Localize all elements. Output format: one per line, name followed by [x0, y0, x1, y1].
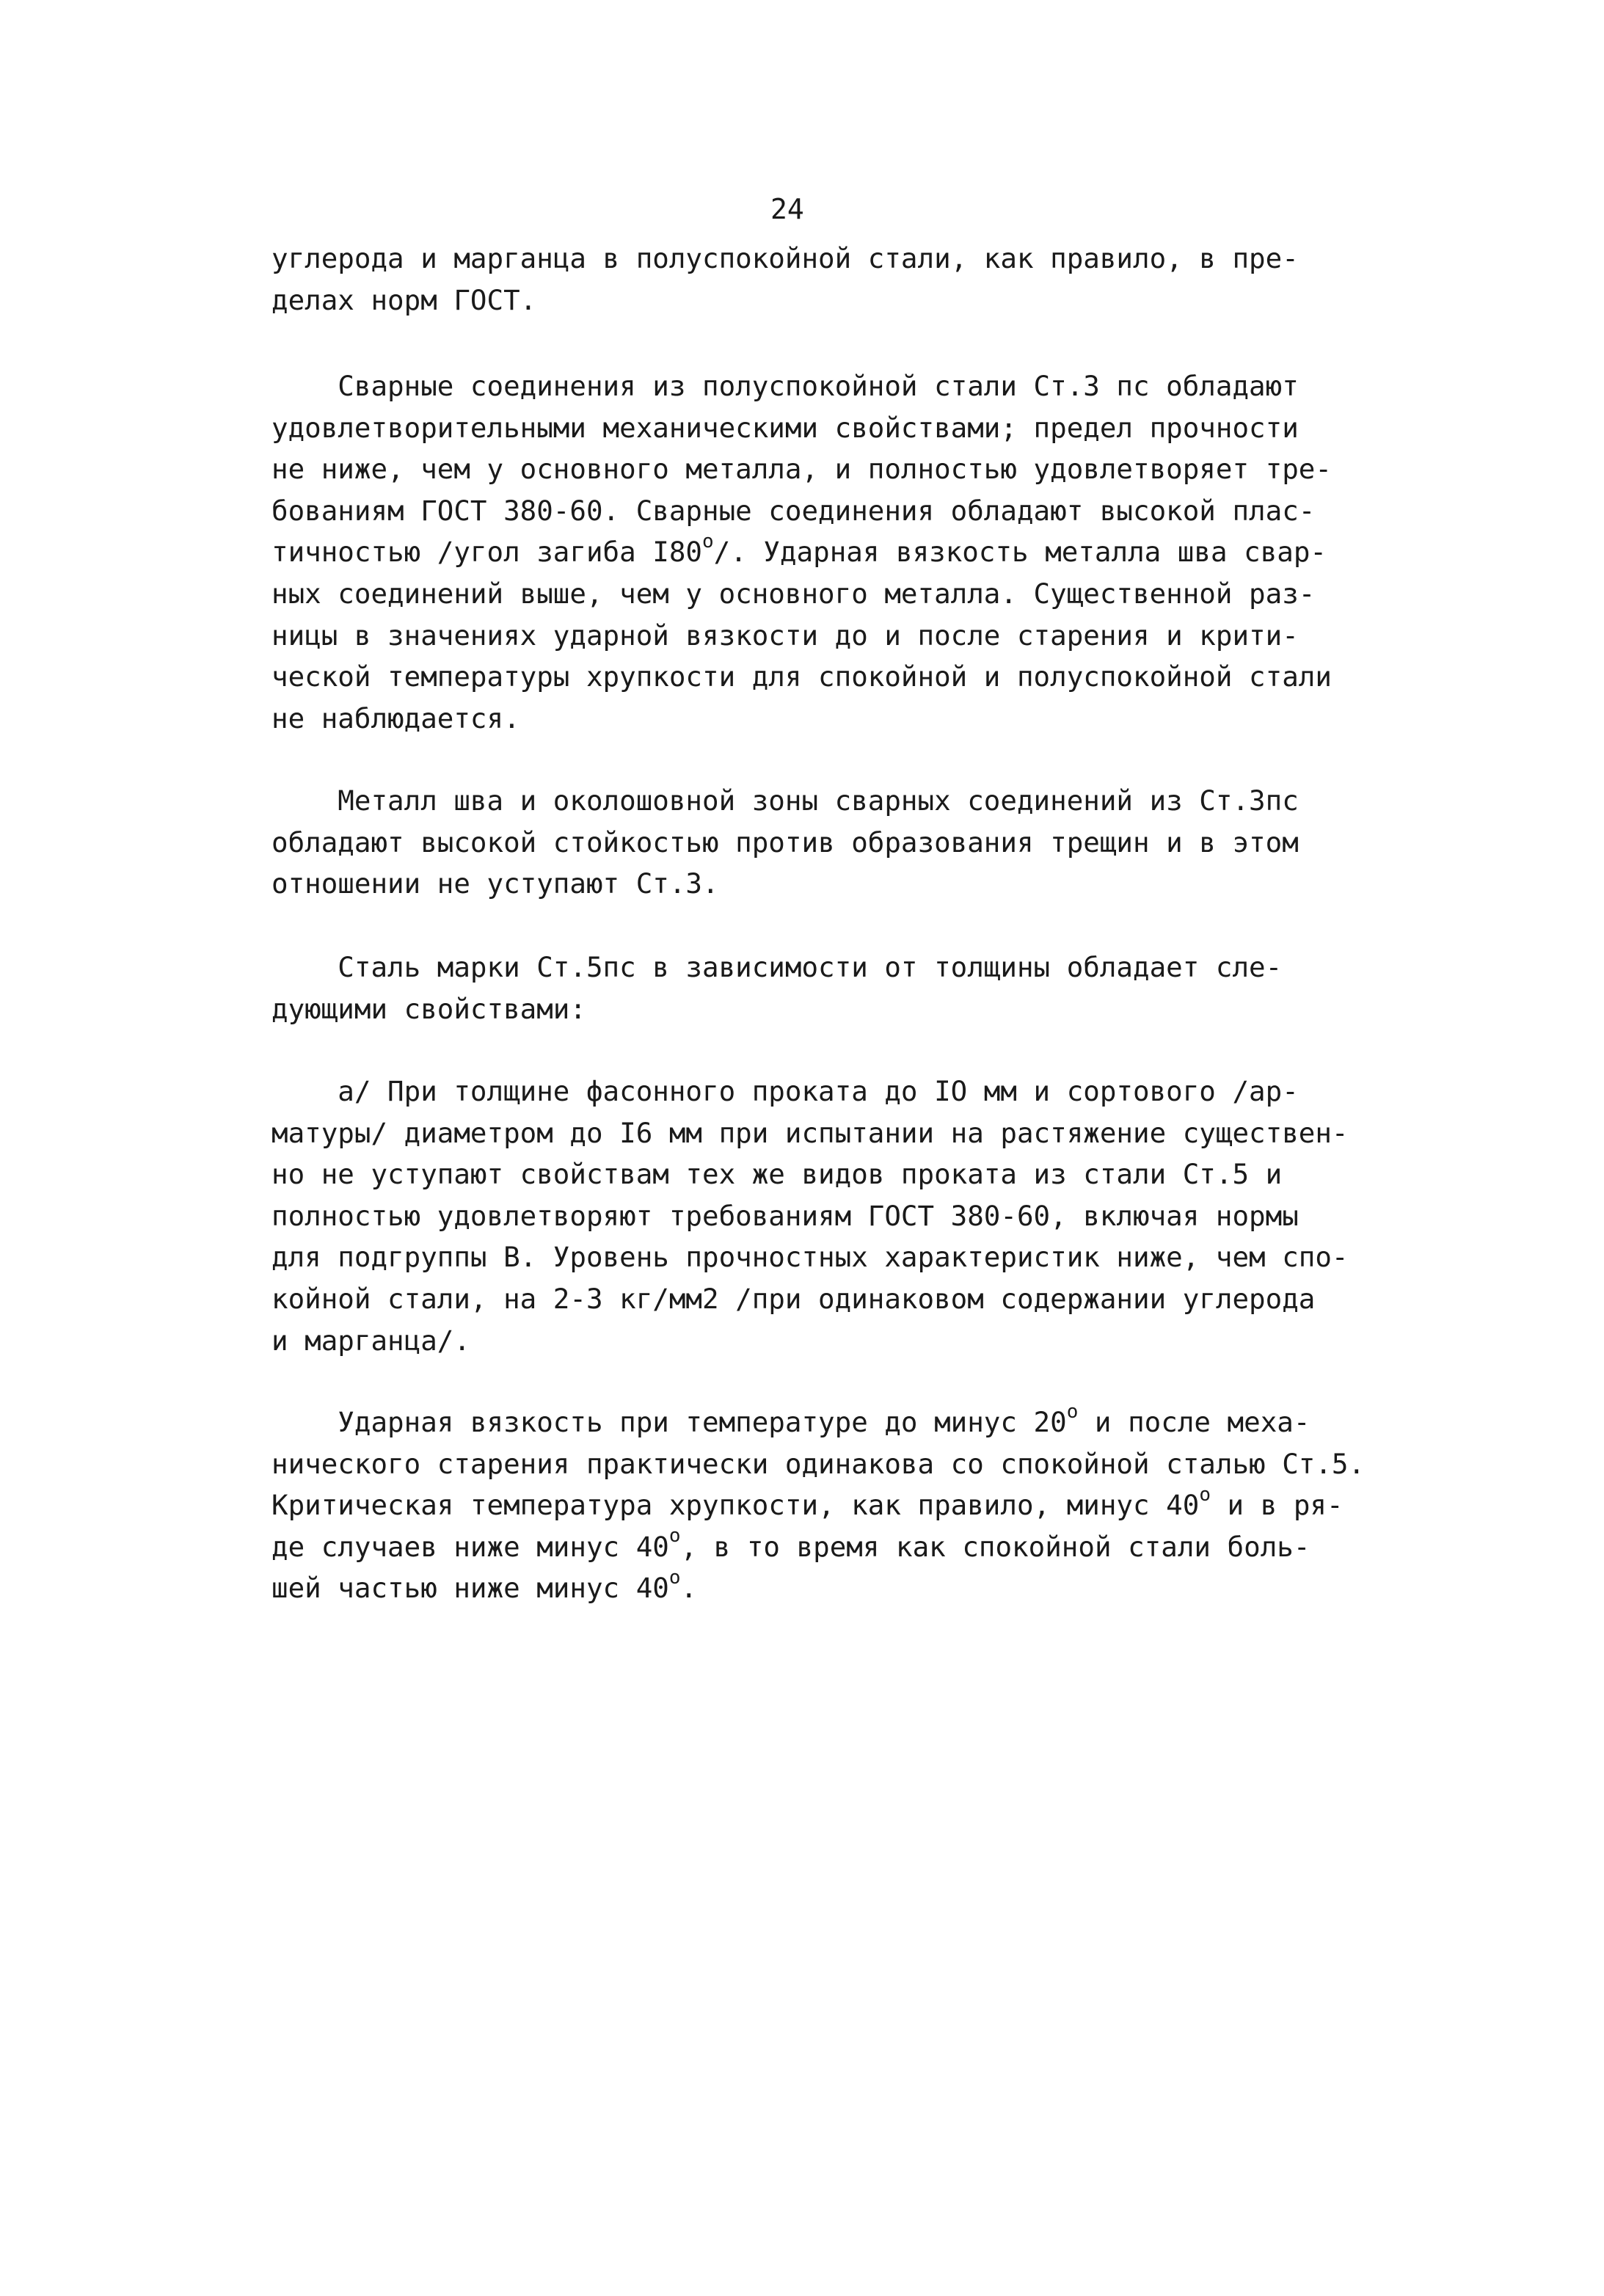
text-segment: Ударная вязкость при температуре до минус 20 [271, 1406, 1067, 1438]
text-segment: и после меха- [1078, 1406, 1310, 1438]
paragraph-3 [271, 780, 1372, 905]
text-line: для подгруппы В. Уровень прочностных характеристик ниже, чем спо- [271, 1241, 1349, 1274]
text-line: делах норм ГОСТ. [271, 283, 537, 316]
text-line: дующими свойствами: [271, 992, 586, 1025]
text-line: матуры/ диаметром до I6 мм при испытании на растяжение существен- [271, 1116, 1349, 1149]
text-line: койной стали, на 2-3 кг/мм2 /при одинаковом содержании углерода [271, 1282, 1316, 1315]
text-segment: и в ря- [1210, 1489, 1344, 1522]
text-line: удовлетворительными механическими свойствами; предел прочности [271, 411, 1299, 444]
text-segment: де случаев ниже минус 40 [271, 1530, 669, 1563]
text-line: но не уступают свойствам тех же видов проката из стали Ст.5 и [271, 1158, 1283, 1191]
degree-mark: o [668, 1566, 681, 1589]
text-line: углерода и марганца в полуспокойной стали, как правило, в пре- [271, 242, 1299, 274]
text-line: и марганца/. [271, 1324, 470, 1357]
text-segment: шей частью ниже минус 40 [271, 1572, 669, 1605]
page-number: 24 [770, 193, 804, 225]
text-line: Сталь марки Ст.5пс в зависимости от толщины обладает сле- [271, 951, 1283, 983]
text-line: Металл шва и околошовной зоны сварных соединений из Ст.3пс [271, 784, 1299, 817]
text-segment: , в то время как спокойной стали боль- [680, 1530, 1310, 1563]
text-line: ницы в значениях ударной вязкости до и после старения и крити- [271, 619, 1299, 652]
text-line [271, 1526, 1372, 1568]
text-line [271, 531, 1372, 573]
paragraph-6 [271, 1402, 1372, 1609]
text-line: отношении не уступают Ст.3. [271, 867, 719, 900]
text-line [271, 1402, 1372, 1443]
text-segment: тичностью /угол загиба I80 [271, 536, 702, 569]
text-line: ческой температуры хрупкости для спокойной и полуспокойной стали [271, 660, 1332, 693]
degree-mark: o [702, 530, 714, 553]
paragraph-1 [271, 238, 1372, 321]
text-line: не ниже, чем у основного металла, и полностью удовлетворяет тре- [271, 453, 1332, 486]
text-line: бованиям ГОСТ 380-60. Сварные соединения обладают высокой плас- [271, 494, 1316, 527]
paragraph-4 [271, 947, 1372, 1029]
text-line: нического старения практически одинакова со спокойной сталью Ст.5. [271, 1447, 1366, 1480]
text-line: а/ При толщине фасонного проката до IO мм и сортового /ар- [271, 1075, 1299, 1107]
text-line: ных соединений выше, чем у основного металла. Существенной раз- [271, 577, 1316, 610]
paragraph-2 [271, 365, 1372, 739]
text-segment: . [680, 1572, 698, 1605]
text-segment: /. Ударная вязкость металла шва свар- [713, 536, 1327, 569]
degree-mark: o [668, 1525, 681, 1548]
degree-mark: o [1199, 1483, 1211, 1506]
text-line: обладают высокой стойкостью против образования трещин и в этом [271, 826, 1299, 859]
text-line [271, 1567, 1372, 1609]
text-line: не наблюдается. [271, 701, 520, 735]
text-line: полностью удовлетворяют требованиям ГОСТ 380-60, включая нормы [271, 1199, 1299, 1232]
text-segment: Критическая температура хрупкости, как правило, минус 40 [271, 1489, 1200, 1522]
paragraph-5 [271, 1071, 1372, 1361]
text-line [271, 1484, 1372, 1526]
text-line: Сварные соединения из полуспокойной стали Ст.3 пс обладают [271, 370, 1299, 402]
degree-mark: o [1066, 1400, 1079, 1423]
